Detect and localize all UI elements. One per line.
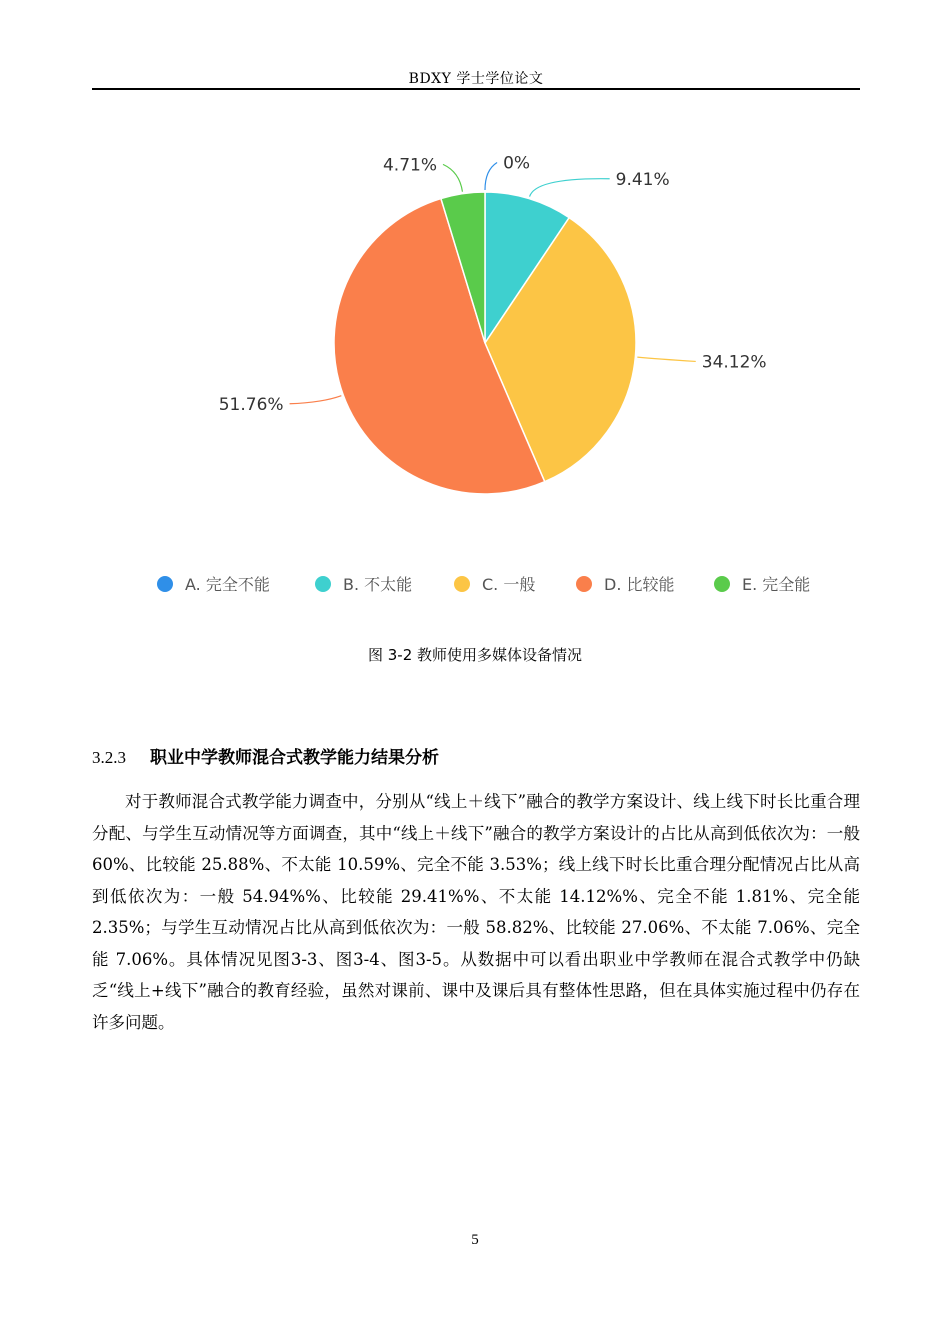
legend-marker-3 xyxy=(454,576,470,592)
legend-marker-1 xyxy=(157,576,173,592)
section-heading xyxy=(92,746,439,770)
legend-marker-5 xyxy=(714,576,730,592)
chart-legend xyxy=(157,575,810,594)
pie-chart xyxy=(140,120,840,620)
legend-marker-2 xyxy=(315,576,331,592)
header-rule xyxy=(92,88,860,90)
paragraph-text: 对于教师混合式教学能力调查中，分别从“线上＋线下”融合的教学方案设计、线上线下时长比重合理分配、与学生互动情况等方面调查，其中“线上＋线下”融合的教学方案设计的占比从高到低依次为：一般 60%、比较能 25.88%、不太能 10.59%、完全不能 3.53%；线上线下时长比重合理分配情况占比从高到低依次为：一般 54.94%%、比较能 29.41%%、不太能 14.12%%、完全不能 1.81%、完全能 2.35%；与学生互动情况占比从高到低依次为：一般 58.82%、比较能 27.06%、不太能 7.06%、完全能 7.06%。具体情况见图3-3、图3-4、图3-5。从数据中可以看出职业中学教师在混合式教学中仍缺乏“线上+线下”融合的教育经验，虽然对课前、课中及课后具有整体性思路，但在具体实施过程中仍存在许多问题。 xyxy=(92,792,860,1032)
leader-line-3 xyxy=(637,357,695,361)
data-label-5: 4.71% xyxy=(382,155,437,176)
data-label-2: 9.41% xyxy=(615,169,670,190)
body-paragraph xyxy=(92,786,860,1038)
figure-caption: 图 3-2 教师使用多媒体设备情况 xyxy=(367,646,583,664)
leader-line-4 xyxy=(290,396,342,404)
section-title: 职业中学教师混合式教学能力结果分析 xyxy=(150,748,439,768)
leader-line-1 xyxy=(485,163,497,191)
legend-marker-4 xyxy=(576,576,592,592)
running-header: BDXY 学士学位论文 xyxy=(408,71,544,87)
data-label-1: 0% xyxy=(503,153,531,174)
section-number: 3.2.3 xyxy=(92,748,126,767)
data-label-4: 51.76% xyxy=(218,394,284,415)
pie-slices xyxy=(334,192,636,494)
leader-line-2 xyxy=(530,179,610,197)
legend-label-4: D. 比较能 xyxy=(604,575,675,594)
page-number: 5 xyxy=(471,1232,479,1248)
legend-label-3: C. 一般 xyxy=(482,575,536,594)
legend-label-1: A. 完全不能 xyxy=(185,575,270,594)
legend-label-2: B. 不太能 xyxy=(343,575,413,594)
leader-line-5 xyxy=(443,164,462,191)
legend-label-5: E. 完全能 xyxy=(742,575,811,594)
data-label-3: 34.12% xyxy=(701,352,767,373)
